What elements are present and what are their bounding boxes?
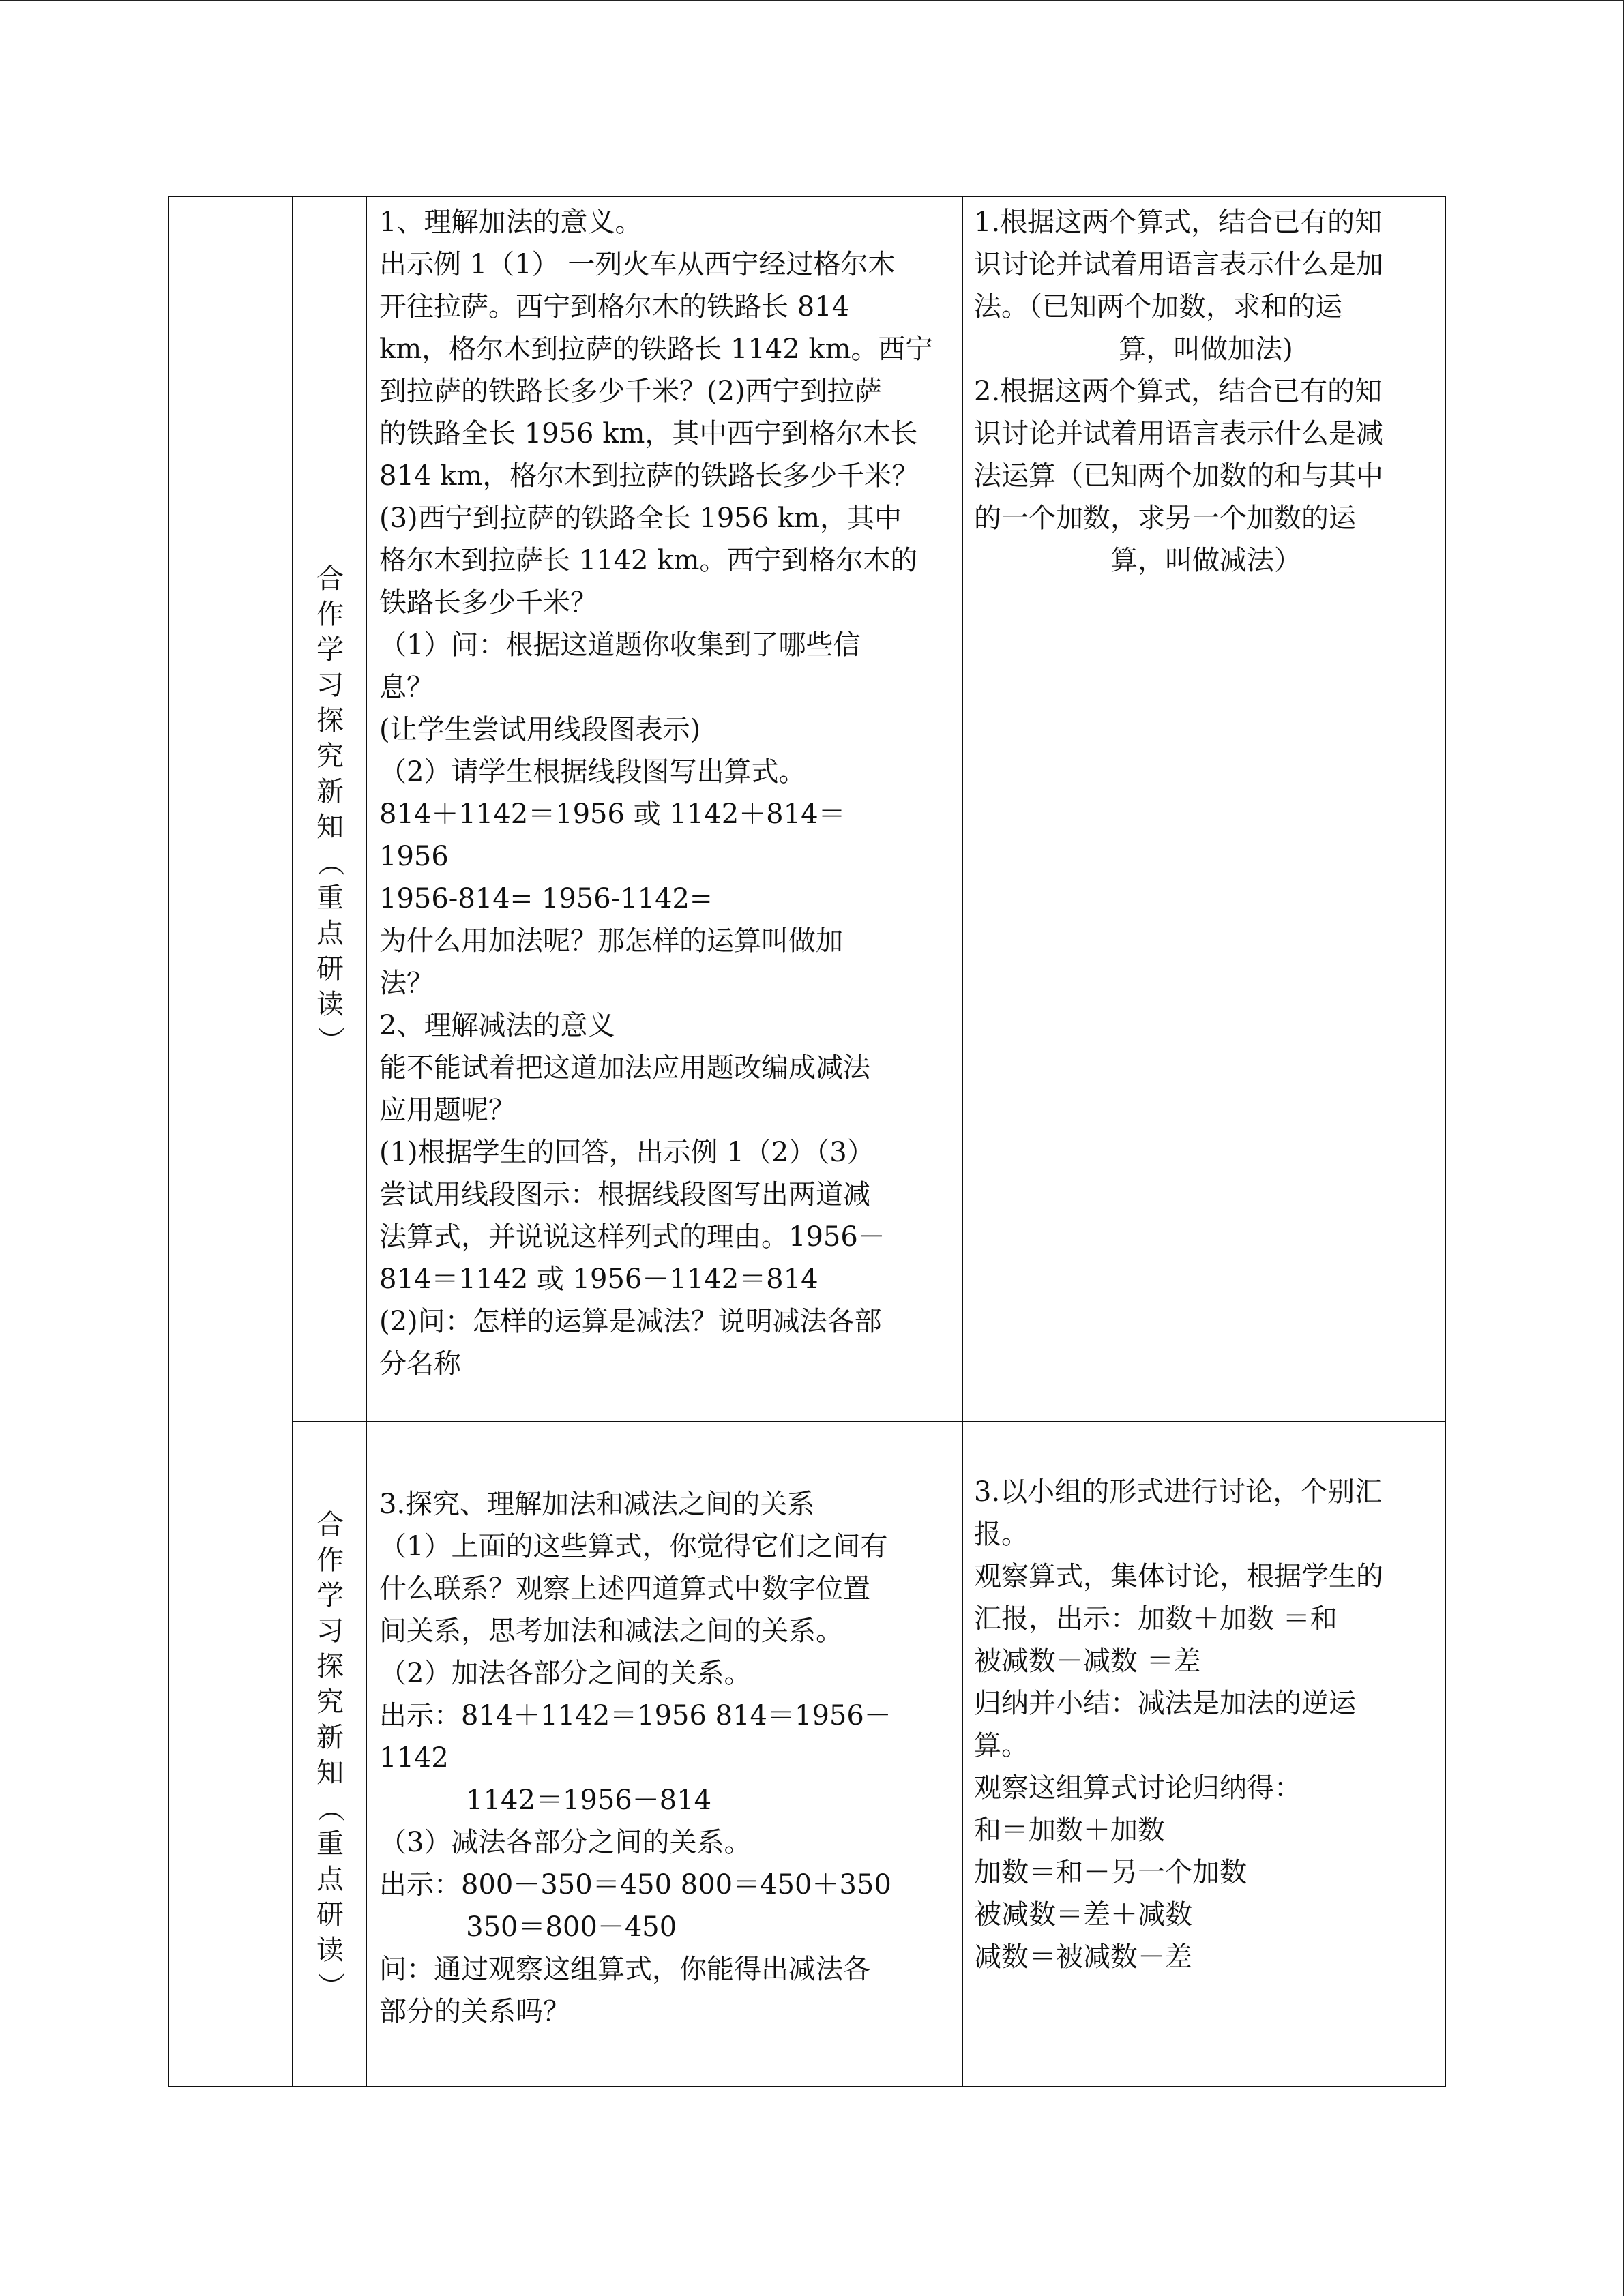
text-line: 1142 <box>379 1742 449 1774</box>
text-line: 2.根据这两个算式，结合已有的知 <box>974 376 1383 407</box>
text-line: 算。 <box>974 1730 1029 1761</box>
text-line: (让学生尝试用线段图表示) <box>379 714 701 745</box>
text-line: （2）加法各部分之间的关系。 <box>379 1658 752 1689</box>
section-label-cooperative-inquiry: 合 作 学 习 探 究 新 知 （ 重 点 研 读 ） <box>314 563 346 1054</box>
section-label-cooperative-inquiry: 合 作 学 习 探 究 新 知 （ 重 点 研 读 ） <box>314 1508 346 1999</box>
text-line: 加数＝和－另一个加数 <box>974 1857 1247 1888</box>
text-line: 分名称 <box>379 1348 461 1380</box>
text-line: 息？ <box>379 672 434 703</box>
text-line: 的一个加数，求另一个加数的运 <box>974 503 1356 534</box>
text-line: 间关系，思考加法和减法之间的关系。 <box>379 1615 843 1647</box>
text-line: 为什么用加法呢？那怎样的运算叫做加 <box>379 925 843 957</box>
text-line: 出示：800－350＝450 800＝450＋350 <box>379 1869 891 1900</box>
text-line: （3）减法各部分之间的关系。 <box>379 1827 752 1858</box>
text-line: 和＝加数＋加数 <box>974 1815 1165 1846</box>
text-line: 观察算式，集体讨论，根据学生的 <box>974 1561 1383 1592</box>
text-line: 能不能试着把这道加法应用题改编成减法 <box>379 1052 870 1084</box>
text-line: （2）请学生根据线段图写出算式。 <box>379 756 806 788</box>
text-line: 算，叫做减法） <box>1110 545 1301 576</box>
text-line: 算，叫做加法) <box>1119 333 1293 365</box>
text-line: 被减数＝差＋减数 <box>974 1899 1192 1930</box>
column-divider <box>366 197 367 2086</box>
teacher-activity-cell <box>379 1483 959 2033</box>
teacher-activity-cell <box>379 201 959 1385</box>
text-line: 观察这组算式讨论归纳得： <box>974 1772 1301 1804</box>
text-line: 的铁路全长 1956 km，其中西宁到格尔木长 <box>379 418 918 449</box>
text-line: 开往拉萨。西宁到格尔木的铁路长 814 <box>379 291 850 323</box>
text-line: 法算式，并说说这样列式的理由。1956－ <box>379 1221 885 1253</box>
row-divider <box>292 1421 1445 1422</box>
text-line: 问：通过观察这组算式，你能得出减法各 <box>379 1954 870 1985</box>
text-line: 识讨论并试着用语言表示什么是减 <box>974 418 1383 449</box>
text-line: 什么联系？观察上述四道算式中数字位置 <box>379 1573 870 1605</box>
text-line: 814＝1142 或 1956－1142＝814 <box>379 1264 818 1295</box>
text-line: 1.根据这两个算式，结合已有的知 <box>974 207 1383 238</box>
text-line: 部分的关系吗？ <box>379 1996 570 2027</box>
lesson-plan-table <box>168 196 1446 2087</box>
text-line: （1）问：根据这道题你收集到了哪些信 <box>379 629 861 661</box>
text-line: 2、理解减法的意义 <box>379 1010 615 1041</box>
text-line: 1956-814= 1956-1142= <box>379 883 713 914</box>
text-line: 归纳并小结：减法是加法的逆运 <box>974 1688 1356 1719</box>
text-line: 格尔木到拉萨长 1142 km。西宁到格尔木的 <box>379 545 918 576</box>
text-line: (2)问：怎样的运算是减法？说明减法各部 <box>379 1306 882 1337</box>
text-line: 1、理解加法的意义。 <box>379 207 643 238</box>
text-line: 法运算（已知两个加数的和与其中 <box>974 460 1383 492</box>
text-line: 应用题呢？ <box>379 1094 516 1126</box>
text-line: 被减数－减数 ＝差 <box>974 1645 1201 1677</box>
text-line: 出示：814＋1142＝1956 814＝1956－ <box>379 1700 891 1731</box>
text-line: 3.以小组的形式进行讨论，个别汇 <box>974 1476 1383 1508</box>
text-line: 尝试用线段图示：根据线段图写出两道减 <box>379 1179 870 1210</box>
text-line: 识讨论并试着用语言表示什么是加 <box>974 249 1383 280</box>
text-line: 铁路长多少千米？ <box>379 587 597 618</box>
text-line: km，格尔木到拉萨的铁路长 1142 km。西宁 <box>379 333 933 365</box>
text-line: 法。（已知两个加数，求和的运 <box>974 291 1342 323</box>
text-line: 814＋1142＝1956 或 1142＋814＝ <box>379 799 846 830</box>
text-line: 到拉萨的铁路长多少千米？(2)西宁到拉萨 <box>379 376 882 407</box>
page-top-rule <box>0 0 1624 1</box>
text-line: 报。 <box>974 1519 1029 1550</box>
student-activity-cell <box>974 1471 1438 1978</box>
text-line: 法？ <box>379 968 434 999</box>
text-line: 出示例 1（1） 一列火车从西宁经过格尔木 <box>379 249 896 280</box>
text-line: 减数＝被减数－差 <box>974 1941 1192 1973</box>
column-divider <box>962 197 963 2086</box>
text-line: 814 km，格尔木到拉萨的铁路长多少千米？ <box>379 460 919 492</box>
text-line: 1142＝1956－814 <box>379 1785 712 1816</box>
text-line: （1）上面的这些算式，你觉得它们之间有 <box>379 1531 888 1562</box>
text-line: (1)根据学生的回答，出示例 1（2）（3） <box>379 1137 874 1168</box>
column-divider <box>292 197 293 2086</box>
student-activity-cell <box>974 201 1438 582</box>
text-line: 3.探究、理解加法和减法之间的关系 <box>379 1489 815 1520</box>
text-line: (3)西宁到拉萨的铁路全长 1956 km，其中 <box>379 503 902 534</box>
text-line: 1956 <box>379 841 449 872</box>
text-line: 350＝800－450 <box>379 1911 677 1943</box>
text-line: 汇报，出示：加数＋加数 ＝和 <box>974 1603 1338 1635</box>
